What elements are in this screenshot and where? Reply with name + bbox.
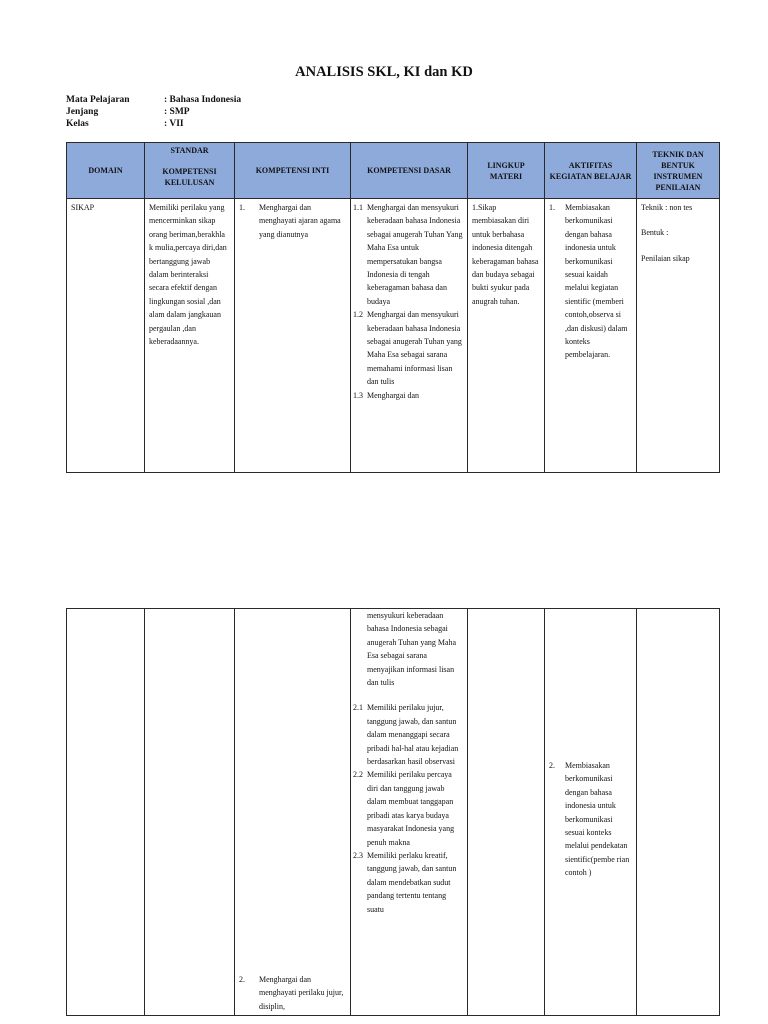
header-teknik: TEKNIK DAN BENTUK INSTRUMEN PENILAIAN	[637, 143, 720, 199]
teknik-block	[637, 199, 719, 265]
header-kd: KOMPETENSI DASAR	[351, 143, 468, 199]
kd-item	[353, 389, 463, 402]
kd-item	[353, 201, 463, 308]
aktifitas-item	[545, 757, 636, 880]
bentuk-text: Bentuk :	[641, 228, 669, 238]
aktifitas-item	[545, 199, 636, 362]
meta-value: : Bahasa Indonesia	[164, 95, 242, 105]
kd-cell	[351, 199, 468, 473]
kd-text: Memiliki perilaku jujur, tanggung jawab, dan santun dalam menanggapi secara pribadi hal-hal atau kejadian berdasarkan hasil observasi	[367, 703, 459, 767]
header-domain: DOMAIN	[67, 143, 145, 199]
kd-number: 2.3	[353, 850, 363, 860]
aktifitas-text: Membiasakan berkomunikasi dengan bahasa indonesia untuk berkomunikasi sesuai konteks melalui pendekatan sientific(pembe rian contoh )	[565, 761, 630, 878]
meta-label: Jenjang	[66, 107, 99, 117]
header-aktifitas: AKTIFITAS KEGIATAN BELAJAR	[545, 143, 637, 199]
meta-row-mapel	[66, 94, 241, 106]
lingkup-cell	[468, 609, 545, 1016]
kd-list	[351, 199, 467, 402]
header-standar-line2: KOMPETENSI KELULUSAN	[162, 167, 217, 187]
header-lingkup: LINGKUP MATERI	[468, 143, 545, 199]
teknik-cell	[637, 609, 720, 1016]
teknik-text: Teknik : non tes	[641, 203, 693, 212]
kd-text: Menghargai dan	[367, 390, 420, 400]
lingkup-cell	[468, 199, 545, 473]
meta-info	[66, 94, 241, 130]
meta-label: Kelas	[66, 119, 89, 129]
kd-number: 1.3	[353, 390, 363, 400]
kd-text: Memiliki perilaku percaya diri dan tanggung jawab dalam membuat tanggapan pribadi atas karya budaya masyarakat Indonesia yang penuh makna	[367, 770, 455, 847]
ki-cell	[235, 199, 351, 473]
table-row	[67, 199, 720, 473]
header-standar	[145, 143, 235, 199]
skl-cell	[145, 199, 235, 473]
analysis-table-page-1	[66, 142, 720, 473]
ki-number: 1.	[239, 203, 245, 212]
kd-item	[353, 701, 463, 768]
header-standar-line1: STANDAR	[170, 146, 209, 155]
header-ki: KOMPETENSI INTI	[235, 143, 351, 199]
ki-number: 2.	[239, 975, 245, 984]
kd-text: mensyukuri keberadaan bahasa Indonesia sebagai anugerah Tuhan yang Maha Esa sebagai sarana menyajikan informasi lisan dan tulis	[367, 611, 457, 688]
kd-text: Menghargai dan mensyukuri keberadaan bahasa Indonesia sebagai anugerah Tuhan Yang Maha Esa untuk mempersatukan bangsa Indonesia di tengah keberagaman bahasa dan budaya	[367, 203, 463, 306]
meta-label: Mata Pelajaran	[66, 95, 130, 105]
meta-value: : VII	[164, 119, 184, 129]
ki-cell	[235, 609, 351, 1016]
penilaian-text: Penilaian sikap	[641, 253, 690, 263]
kd-number: 2.1	[353, 703, 363, 713]
skl-text: Memiliki perilaku yang mencerminkan sikap orang beriman,berakhla k mulia,percaya diri,dan bertanggung jawab dalam berinteraksi secara efektif dengan lingkungan sosial ,dan alam dalam jangkauan pergaulan ,dan keberadaannya.	[149, 203, 227, 347]
skl-cell	[145, 609, 235, 1016]
aktifitas-number: 1.	[549, 203, 555, 212]
aktifitas-number: 2.	[549, 761, 555, 770]
kd-number: 2.2	[353, 770, 363, 780]
header-row	[67, 143, 720, 199]
teknik-cell	[637, 199, 720, 473]
meta-row-kelas	[66, 118, 241, 130]
kd-text: Menghargai dan mensyukuri keberadaan bahasa Indonesia sebagai anugerah Tuhan yang Maha Esa sebagai sarana memahami informasi lisan dan tulis	[367, 310, 462, 387]
page-title: ANALISIS SKL, KI dan KD	[295, 64, 473, 80]
aktifitas-cell	[545, 609, 637, 1016]
kd-number: 1.2	[353, 310, 363, 320]
analysis-table-page-2	[66, 608, 720, 1016]
kd-number: 1.1	[353, 203, 363, 212]
kd-indent	[353, 609, 367, 689]
ki-item	[235, 199, 350, 241]
meta-value: : SMP	[164, 107, 190, 117]
kd-list	[351, 609, 467, 916]
ki-item	[235, 971, 350, 1013]
ki-text: Menghargai dan menghayati perilaku jujur, disiplin,	[259, 975, 344, 1011]
aktifitas-cell	[545, 199, 637, 473]
kd-text: Memiliki perlaku kreatif, tanggung jawab, dan santun dalam mendebatkan sudut pandang tertentu tentang suatu	[367, 850, 457, 914]
domain-text: SIKAP	[71, 203, 95, 212]
domain-cell	[67, 199, 145, 473]
ki-text: Menghargai dan menghayati ajaran agama yang dianutnya	[259, 203, 341, 239]
kd-item	[353, 849, 463, 916]
table-row	[67, 609, 720, 1016]
kd-continuation	[353, 609, 463, 689]
kd-item	[353, 768, 463, 848]
kd-cell	[351, 609, 468, 1016]
kd-item	[353, 308, 463, 388]
meta-row-jenjang	[66, 106, 241, 118]
domain-cell	[67, 609, 145, 1016]
aktifitas-text: Membiasakan berkomunikasi dengan bahasa indonesia untuk berkomunikasi sesuai kaidah melalui kegiatan sientific (memberi contoh,observa si ,dan diskusi) dalam konteks pembelajaran.	[565, 203, 628, 360]
lingkup-text: 1.Sikap membiasakan diri untuk berbahasa indonesia ditengah keberagaman bahasa dan budaya sebagai bukti syukur pada anugrah tuhan.	[472, 203, 539, 306]
